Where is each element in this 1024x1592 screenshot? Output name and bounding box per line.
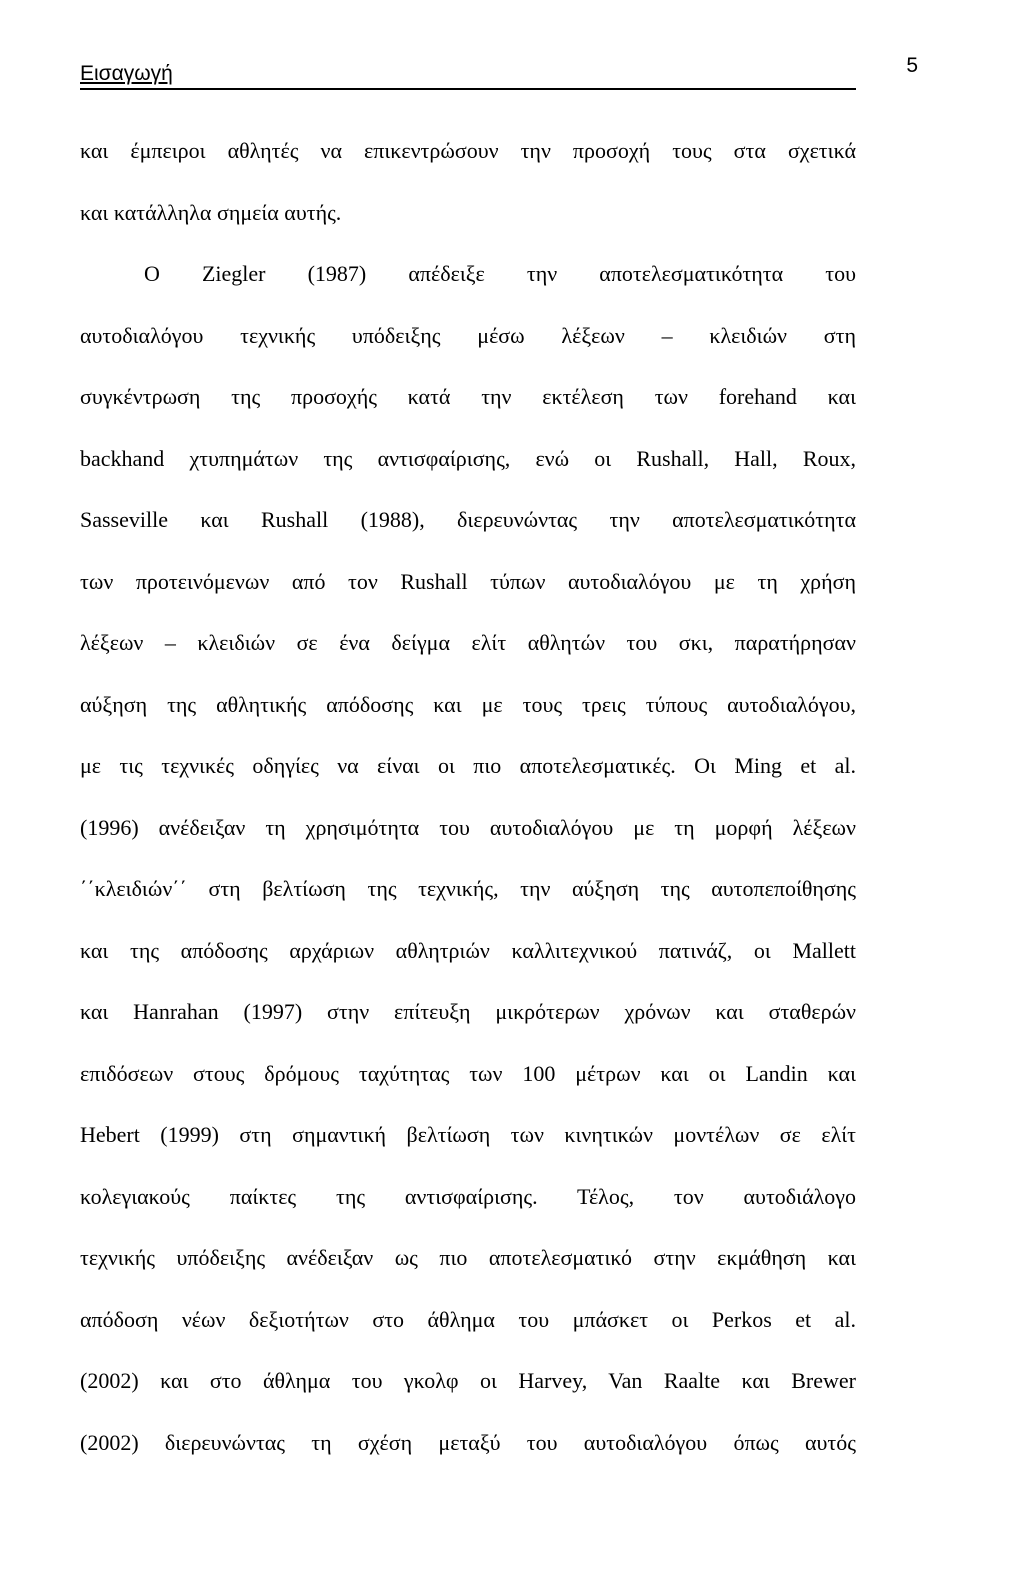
text-line: απόδοση νέων δεξιοτήτων στο άθλημα του μπάσκετ οι Perkos et al. [80,1306,856,1332]
text-line: Hebert (1999) στη σημαντική βελτίωση των κινητικών μοντέλων σε ελίτ [80,1122,856,1147]
running-header [80,54,918,90]
text-line: Sasseville και Rushall (1988), διερευνώντας την αποτελεσματικότητα [80,507,856,532]
text-line: backhand χτυπημάτων της αντισφαίρισης, ενώ οι Rushall, Hall, Roux, [80,445,856,471]
text-line: επιδόσεων στους δρόμους ταχύτητας των 100 μέτρων και οι Landin και [80,1060,856,1086]
page-number: 5 [906,54,918,77]
text-line: λέξεων – κλειδιών σε ένα δείγμα ελίτ αθλητών του σκι, παρατήρησαν [80,630,856,655]
text-line: κολεγιακούς παίκτες της αντισφαίρισης. Τέλος, τον αυτοδιάλογο [80,1183,856,1209]
text-line: (2002) και στο άθλημα του γκολφ οι Harvey, Van Raalte και Brewer [80,1368,856,1393]
text-line: (1996) ανέδειξαν τη χρησιμότητα του αυτοδιαλόγου με τη μορφή λέξεων [80,814,856,840]
text-line: ΄΄κλειδιών΄΄ στη βελτίωση της τεχνικής, την αύξηση της αυτοπεποίθησης [80,876,856,901]
body-text [80,120,856,1473]
text-line: και έμπειροι αθλητές να επικεντρώσουν την προσοχή τους στα σχετικά [80,138,856,163]
text-line: και της απόδοσης αρχάριων αθλητριών καλλιτεχνικού πατινάζ, οι Mallett [80,937,856,963]
chapter-title: Εισαγωγή [80,62,173,85]
text-line: αύξηση της αθλητικής απόδοσης και με τους τρεις τύπους αυτοδιαλόγου, [80,691,856,717]
text-line: με τις τεχνικές οδηγίες να είναι οι πιο αποτελεσματικές. Οι Ming et al. [80,753,856,778]
text-line: συγκέντρωση της προσοχής κατά την εκτέλεση των forehand και [80,384,856,409]
text-line: Ο Ziegler (1987) απέδειξε την αποτελεσματικότητα του [144,261,856,286]
text-line: τεχνικής υπόδειξης ανέδειξαν ως πιο αποτελεσματικό στην εκμάθηση και [80,1245,856,1270]
text-line: των προτεινόμενων από τον Rushall τύπων αυτοδιαλόγου με τη χρήση [80,568,856,594]
text-line: και Hanrahan (1997) στην επίτευξη μικρότερων χρόνων και σταθερών [80,999,856,1024]
text-line: αυτοδιαλόγου τεχνικής υπόδειξης μέσω λέξεων – κλειδιών στη [80,322,856,348]
text-line: (2002) διερευνώντας τη σχέση μεταξύ του αυτοδιαλόγου όπως αυτός [80,1429,856,1455]
text-line: και κατάλληλα σημεία αυτής. [80,199,342,225]
